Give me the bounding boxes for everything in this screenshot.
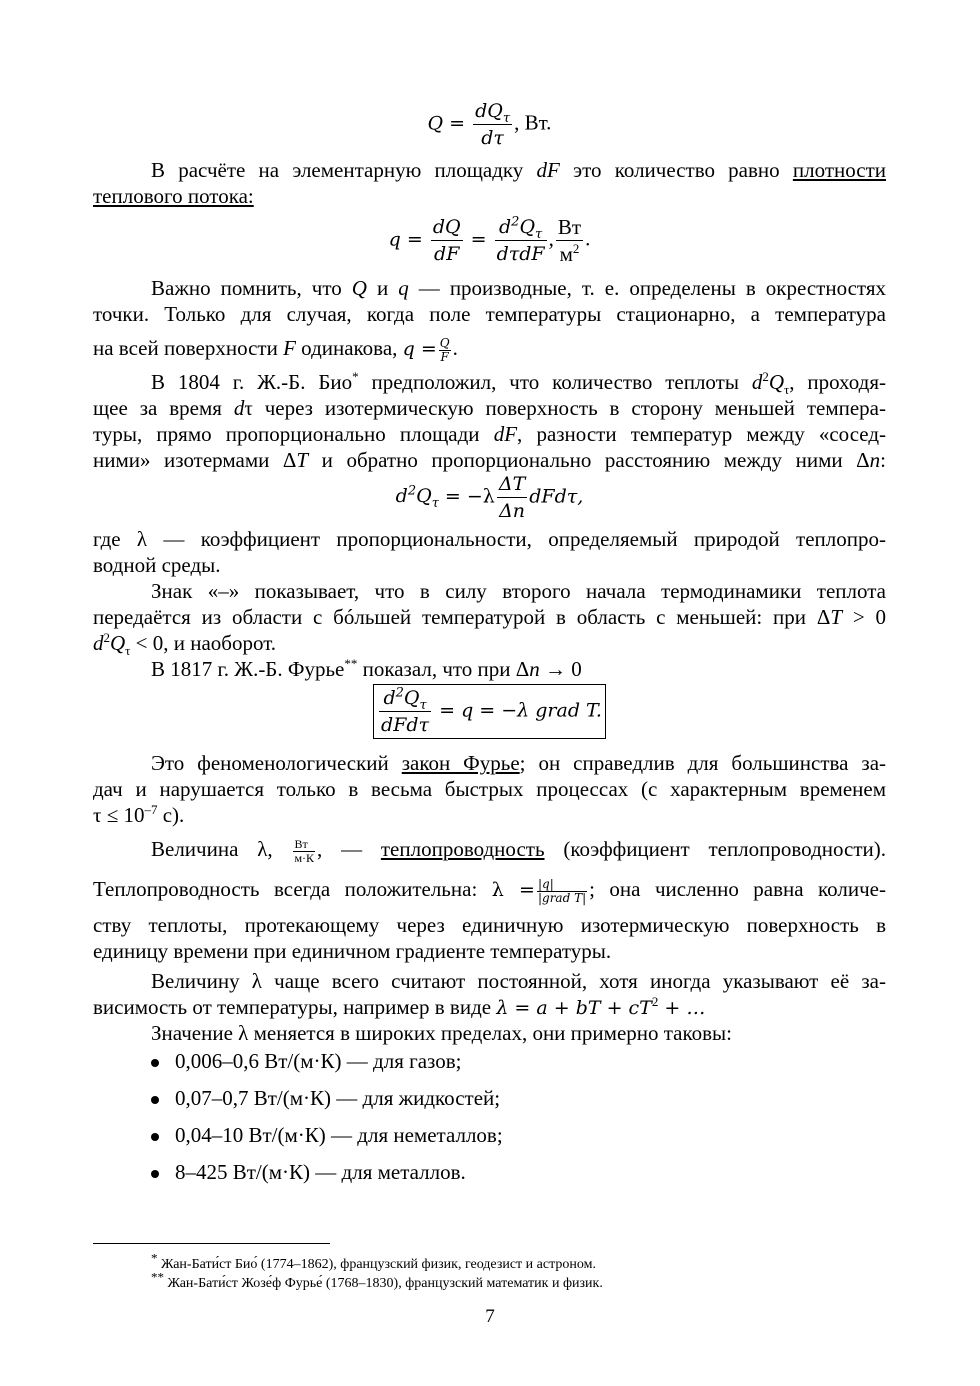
equation-fourier-law bbox=[93, 684, 886, 739]
list-item: 0,006–0,6 Вт/(м·К) — для газов; bbox=[151, 1048, 461, 1074]
footnote: ** Жан-Бати́ст Жозе́ф Фурье́ (1768–1830), французский математик и физик. bbox=[151, 1269, 603, 1291]
equation-heat-flux-density: q = $\frac{dQ}{dF}$ = $\frac{d^2Q_\tau}{\text{dτdF}}$ , $\frac{Вт}{м^2}$ . bbox=[388, 214, 591, 266]
list-item: 8–425 Вт/(м·К) — для металлов. bbox=[151, 1159, 466, 1185]
paragraph-line: теплового потока: bbox=[93, 184, 254, 208]
paragraph-line: Важно помнить, что Q и q — производные, т. е. определены в окрестностях bbox=[151, 276, 886, 300]
bullet-icon bbox=[151, 1059, 159, 1067]
footnote-divider bbox=[93, 1243, 330, 1244]
equation-heat-flow: Q = $\frac{dQ_\tau}{d\tau}$ , Вт. bbox=[427, 100, 552, 149]
list-item: 0,04–10 Вт/(м·К) — для неметаллов; bbox=[151, 1122, 503, 1148]
bullet-icon bbox=[151, 1096, 159, 1104]
paragraph-line: Это феноменологический закон Фурье; он справедлив для большинства за- bbox=[151, 751, 887, 775]
paragraph-line: Величину λ чаще всего считают постоянной, хотя иногда указывают её за- bbox=[151, 969, 886, 993]
fourier-law-box: $\frac{d^2Q_\tau}{\text{dFdτ}}$ = q = −λ grad T. bbox=[373, 684, 606, 739]
paragraph-line: В 1804 г. Ж.-Б. Био* предположил, что количество теплоты $d^2Q_\tau$, проходя- bbox=[151, 369, 886, 398]
paragraph-line: туры, прямо пропорционально площади dF, разности температур между «сосед- bbox=[93, 422, 886, 446]
footnote: * Жан-Бати́ст Био́ (1774–1862), французский физик, геодезист и астроном. bbox=[151, 1250, 596, 1272]
paragraph-line: $d^2Q_\tau < 0$, и наоборот. bbox=[93, 630, 277, 659]
equation-bio-law: $d^2Q_\tau = -\lambda$ $\frac{\Delta T}{\Delta n}$ dFdτ, bbox=[395, 473, 584, 522]
paragraph-line: на всей поверхности F одинакова, q = $\frac{Q}{F}$ . bbox=[93, 335, 458, 364]
paragraph-line: Знак «–» показывает, что в силу второго начала термодинамики теплота bbox=[151, 579, 886, 603]
paragraph-line: $\tau \le 10^{-7}$ с). bbox=[93, 802, 185, 827]
paragraph-line: щее за время dτ через изотермическую поверхность в сторону меньшей темпера- bbox=[93, 396, 886, 420]
paragraph-line: Значение λ меняется в широких пределах, они примерно таковы: bbox=[151, 1021, 732, 1045]
page-number: 7 bbox=[485, 1306, 495, 1327]
paragraph-line: дач и нарушается только в весьма быстрых процессах (с характерным временем bbox=[93, 777, 886, 801]
paragraph-line: водной среды. bbox=[93, 553, 221, 577]
list-item: 0,07–0,7 Вт/(м·К) — для жидкостей; bbox=[151, 1085, 500, 1111]
paragraph-line: Величина λ, Вт м·К , — теплопроводность (коэффициент теплопроводности). bbox=[151, 836, 886, 865]
paragraph-line: ству теплоты, протекающему через единичную изотермическую поверхность в bbox=[93, 913, 886, 937]
paragraph-line: ними» изотермами ΔT и обратно пропорционально расстоянию между ними Δn: bbox=[93, 448, 886, 472]
paragraph-line: где λ — коэффициент пропорциональности, определяемый природой теплопро- bbox=[93, 527, 886, 551]
bullet-icon bbox=[151, 1133, 159, 1141]
paragraph-line: точки. Только для случая, когда поле температуры стационарно, а температура bbox=[93, 302, 886, 326]
paragraph-line: В 1817 г. Ж.-Б. Фурье** показал, что при Δn → 0 bbox=[151, 656, 582, 681]
paragraph-line: передаётся из области с бóльшей температурой в область с меньшей: при ΔT > 0 bbox=[93, 605, 887, 629]
paragraph-line: Теплопроводность всегда положительна: λ = |q| |grad T| ; она численно равна количе- bbox=[93, 876, 886, 905]
paragraph-line: единицу времени при единичном градиенте температуры. bbox=[93, 939, 612, 963]
paragraph-line: В расчёте на элементарную площадку dF это количество равно плотности bbox=[151, 158, 886, 182]
paragraph-line: висимость от температуры, например в виде λ = a + bT + $cT^2$ + … bbox=[93, 994, 706, 1019]
bullet-icon bbox=[151, 1170, 159, 1178]
